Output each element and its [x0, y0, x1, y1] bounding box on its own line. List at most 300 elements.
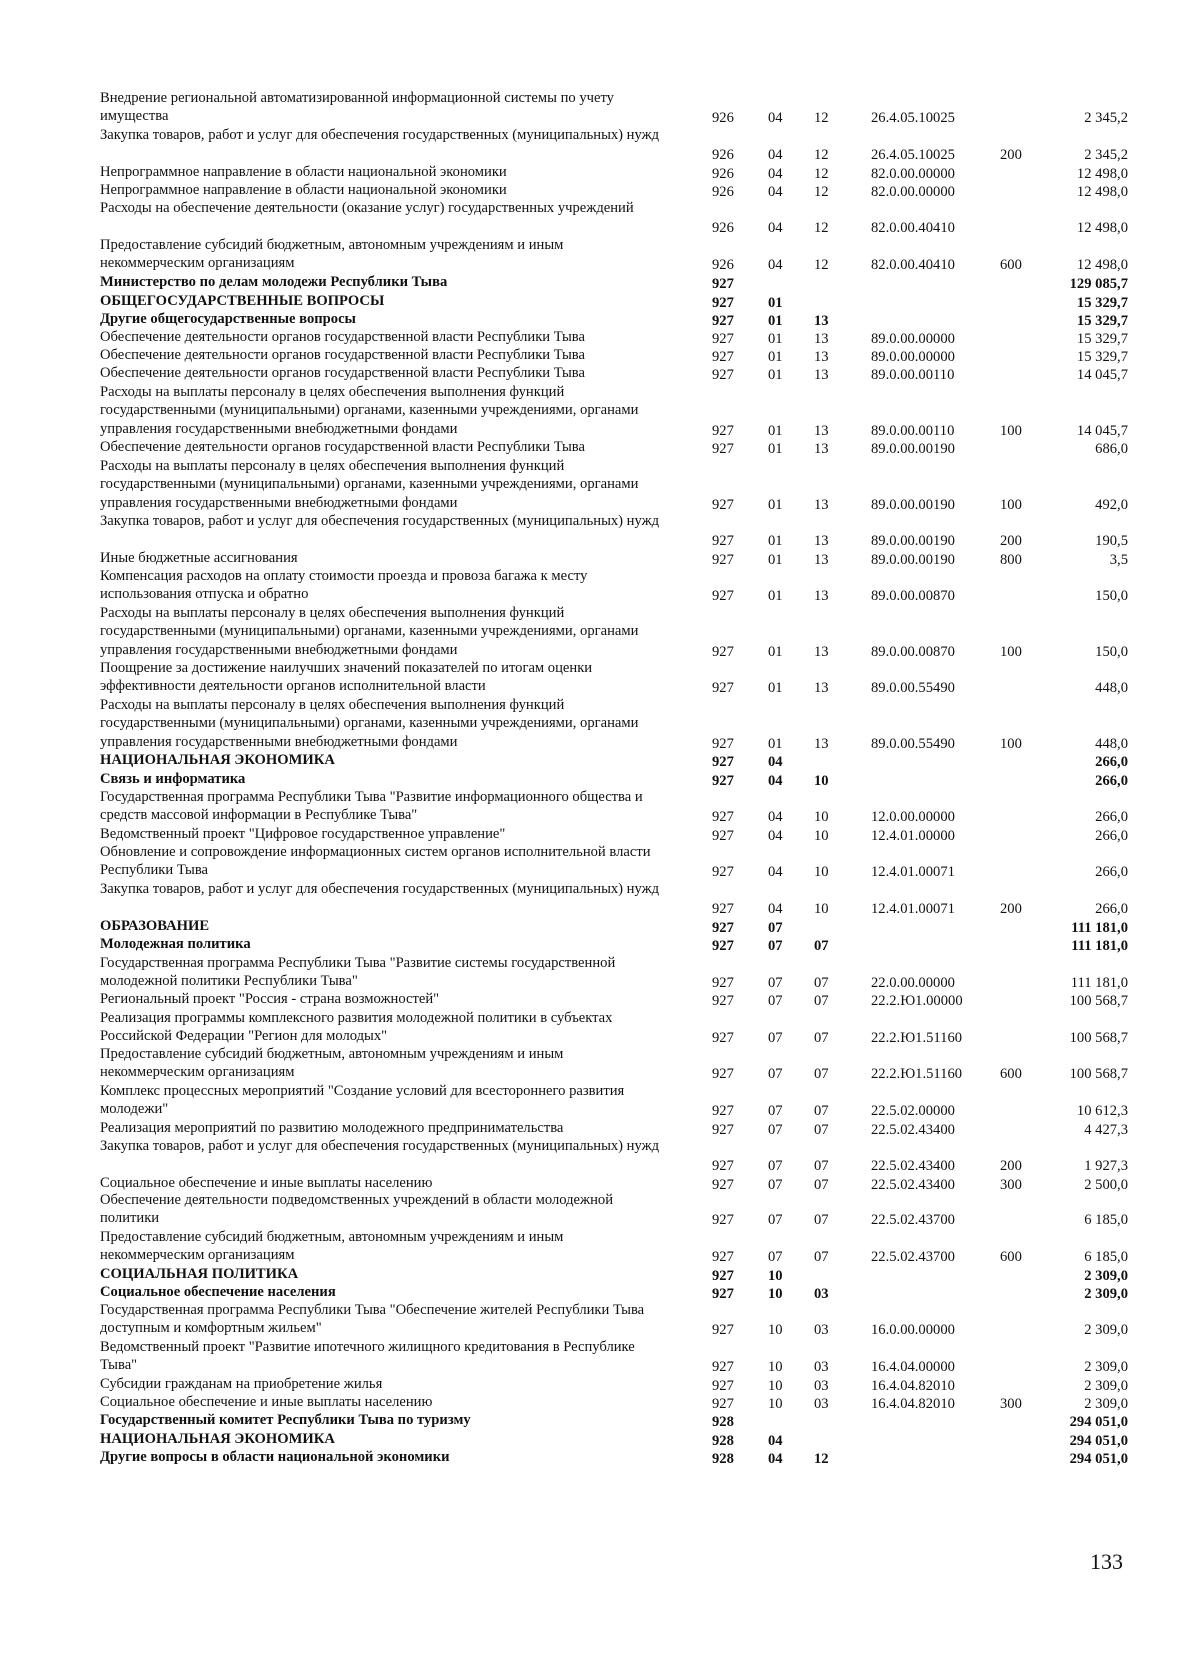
row-sum: 15 329,7 [1076, 313, 1128, 329]
row-vr: 100 [1000, 735, 1022, 752]
row-gr: 927 [712, 349, 734, 365]
table-row [0, 512, 1200, 549]
row-name: Молодежная политика [100, 936, 251, 952]
row-name: Поощрение за достижение наилучших значений показателей по итогам оценки эффективности деятельности органов исполнительной власти [100, 660, 593, 695]
table-row [0, 843, 1200, 880]
row-gr: 927 [712, 993, 734, 1009]
row-name: Расходы на выплаты персоналу в целях обеспечения выполнения функций государственными (муниципальными) органами, казенными учреждениями, органами управления государственными внебюджетными фондами [100, 697, 639, 750]
row-name: Непрограммное направление в области национальной экономики [100, 182, 507, 198]
row-cs: 22.5.02.43400 [871, 1122, 955, 1138]
row-rz: 04 [768, 147, 783, 164]
row-cs: 89.0.00.00110 [871, 367, 955, 383]
row-gr: 927 [712, 1249, 734, 1266]
row-pr: 03 [814, 1359, 829, 1376]
row-pr: 12 [814, 1451, 829, 1467]
table-row [0, 457, 1200, 512]
row-gr: 927 [712, 1322, 734, 1339]
row-name: Закупка товаров, работ и услуг для обеспечения государственных (муниципальных) нужд [100, 881, 660, 897]
table-row [0, 1009, 1200, 1046]
row-name: Другие вопросы в области национальной экономики [100, 1449, 450, 1465]
table-row [0, 1448, 1200, 1466]
row-gr: 928 [712, 1451, 734, 1467]
row-sum: 12 498,0 [1076, 220, 1128, 237]
row-rz: 07 [768, 1158, 783, 1175]
row-cs: 82.0.00.40410 [871, 220, 955, 237]
row-sum: 2 309,0 [1084, 1268, 1128, 1284]
row-rz: 07 [768, 975, 783, 992]
row-pr: 13 [814, 533, 829, 550]
row-name: Реализация мероприятий по развитию молодежного предпринимательства [100, 1120, 564, 1136]
table-row [0, 383, 1200, 438]
row-gr: 927 [712, 828, 734, 844]
table-row [0, 1119, 1200, 1137]
row-pr: 13 [814, 735, 829, 752]
row-gr: 927 [712, 1066, 734, 1083]
row-gr: 927 [712, 1103, 734, 1120]
row-sum: 15 329,7 [1076, 331, 1128, 347]
row-rz: 01 [768, 588, 783, 605]
row-sum: 12 498,0 [1076, 184, 1128, 200]
row-gr: 927 [712, 496, 734, 513]
row-pr: 03 [814, 1396, 829, 1412]
row-name: СОЦИАЛЬНАЯ ПОЛИТИКА [100, 1266, 299, 1282]
row-cs: 12.0.00.00000 [871, 809, 955, 826]
row-rz: 01 [768, 496, 783, 513]
row-name: Закупка товаров, работ и услуг для обеспечения государственных (муниципальных) нужд [100, 1138, 660, 1154]
row-cs: 89.0.00.00000 [871, 349, 955, 365]
row-sum: 6 185,0 [1084, 1212, 1128, 1229]
row-gr: 927 [712, 773, 734, 789]
row-rz: 07 [768, 1212, 783, 1229]
row-sum: 14 045,7 [1076, 367, 1128, 383]
row-sum: 12 498,0 [1076, 166, 1128, 182]
row-pr: 03 [814, 1286, 829, 1302]
table-row [0, 126, 1200, 163]
row-cs: 12.4.01.00000 [871, 828, 955, 844]
row-cs: 26.4.05.10025 [871, 110, 955, 127]
row-name: Государственный комитет Республики Тыва по туризму [100, 1412, 471, 1428]
row-gr: 927 [712, 1030, 734, 1047]
row-sum: 14 045,7 [1076, 422, 1128, 439]
row-rz: 04 [768, 809, 783, 826]
row-pr: 13 [814, 441, 829, 457]
row-cs: 89.0.00.00110 [871, 422, 955, 439]
row-pr: 12 [814, 257, 829, 274]
row-gr: 926 [712, 184, 734, 200]
row-gr: 928 [712, 1433, 734, 1449]
row-gr: 927 [712, 901, 734, 918]
row-pr: 07 [814, 1066, 829, 1083]
row-cs: 26.4.05.10025 [871, 147, 955, 164]
row-pr: 07 [814, 1249, 829, 1266]
row-name: Закупка товаров, работ и услуг для обеспечения государственных (муниципальных) нужд [100, 127, 660, 143]
row-rz: 01 [768, 680, 783, 697]
row-rz: 04 [768, 864, 783, 881]
table-row [0, 364, 1200, 382]
table-row [0, 438, 1200, 456]
row-rz: 07 [768, 1122, 783, 1138]
table-row [0, 825, 1200, 843]
row-sum: 2 345,2 [1084, 147, 1128, 164]
row-pr: 12 [814, 147, 829, 164]
row-name: НАЦИОНАЛЬНАЯ ЭКОНОМИКА [100, 1431, 335, 1447]
table-row [0, 1375, 1200, 1393]
row-cs: 89.0.00.00870 [871, 643, 955, 660]
row-gr: 927 [712, 588, 734, 605]
row-pr: 10 [814, 809, 829, 826]
row-name: Социальное обеспечение и иные выплаты населению [100, 1175, 433, 1191]
row-sum: 111 181,0 [1070, 975, 1128, 992]
row-rz: 10 [768, 1268, 783, 1284]
row-gr: 926 [712, 166, 734, 182]
row-gr: 927 [712, 295, 734, 311]
row-rz: 04 [768, 754, 783, 770]
row-vr: 300 [1000, 1177, 1022, 1193]
row-sum: 2 309,0 [1084, 1359, 1128, 1376]
row-sum: 2 309,0 [1084, 1286, 1128, 1302]
row-rz: 04 [768, 773, 783, 789]
row-gr: 927 [712, 533, 734, 550]
row-gr: 927 [712, 1286, 734, 1302]
row-sum: 1 927,3 [1084, 1158, 1128, 1175]
table-row [0, 1228, 1200, 1265]
row-pr: 07 [814, 1122, 829, 1138]
row-gr: 927 [712, 331, 734, 347]
row-name: Предоставление субсидий бюджетным, автономным учреждениям и иным некоммерческим организациям [100, 237, 564, 272]
table-row [0, 990, 1200, 1008]
row-name: Обновление и сопровождение информационных систем органов исполнительной власти Республики Тыва [100, 844, 651, 879]
row-rz: 01 [768, 533, 783, 550]
row-pr: 13 [814, 643, 829, 660]
row-pr: 12 [814, 184, 829, 200]
row-gr: 927 [712, 422, 734, 439]
row-name: Ведомственный проект "Развитие ипотечного жилищного кредитования в Республике Тыва" [100, 1339, 635, 1374]
table-row [0, 236, 1200, 273]
row-pr: 10 [814, 864, 829, 881]
page-number: 133 [1090, 1549, 1123, 1574]
row-gr: 928 [712, 1414, 734, 1430]
table-row [0, 1265, 1200, 1283]
row-sum: 3,5 [1109, 552, 1128, 568]
row-name: Государственная программа Республики Тыва "Обеспечение жителей Республики Тыва доступным и комфортным жильем" [100, 1302, 645, 1337]
row-sum: 150,0 [1095, 643, 1128, 660]
row-sum: 2 345,2 [1084, 110, 1128, 127]
row-cs: 89.0.00.00190 [871, 441, 955, 457]
row-vr: 200 [1000, 533, 1022, 550]
row-cs: 22.2.Ю1.51160 [871, 1066, 963, 1083]
row-cs: 16.4.04.82010 [871, 1396, 955, 1412]
row-cs: 16.4.04.82010 [871, 1378, 955, 1394]
row-pr: 07 [814, 975, 829, 992]
row-rz: 04 [768, 166, 783, 182]
row-gr: 926 [712, 147, 734, 164]
row-pr: 03 [814, 1322, 829, 1339]
row-name: Связь и информатика [100, 771, 246, 787]
row-name: Государственная программа Республики Тыва "Развитие информационного общества и средств массовой информации в Республике Тыва" [100, 789, 643, 824]
row-rz: 04 [768, 220, 783, 237]
row-rz: 07 [768, 938, 783, 954]
row-pr: 07 [814, 938, 829, 954]
row-name: Министерство по делам молодежи Республики Тыва [100, 274, 448, 290]
row-name: Иные бюджетные ассигнования [100, 550, 298, 566]
row-pr: 10 [814, 773, 829, 789]
table-row [0, 1430, 1200, 1448]
row-vr: 100 [1000, 422, 1022, 439]
row-cs: 22.0.00.00000 [871, 975, 955, 992]
row-cs: 22.2.Ю1.51160 [871, 1030, 963, 1047]
row-rz: 10 [768, 1286, 783, 1302]
row-vr: 200 [1000, 147, 1022, 164]
table-row [0, 659, 1200, 696]
row-cs: 22.5.02.43400 [871, 1158, 955, 1175]
row-sum: 266,0 [1095, 754, 1128, 770]
row-name: Предоставление субсидий бюджетным, автономным учреждениям и иным некоммерческим организациям [100, 1229, 564, 1264]
table-row [0, 1045, 1200, 1082]
row-rz: 07 [768, 920, 783, 936]
row-gr: 927 [712, 809, 734, 826]
row-name: Внедрение региональной автоматизированной информационной системы по учету имущества [100, 90, 614, 125]
row-rz: 04 [768, 184, 783, 200]
row-cs: 16.4.04.00000 [871, 1359, 955, 1376]
row-gr: 927 [712, 864, 734, 881]
row-gr: 927 [712, 1268, 734, 1284]
row-name: Обеспечение деятельности органов государственной власти Республики Тыва [100, 347, 585, 363]
row-sum: 12 498,0 [1076, 257, 1128, 274]
row-cs: 22.5.02.00000 [871, 1103, 955, 1120]
row-pr: 10 [814, 828, 829, 844]
row-sum: 686,0 [1095, 441, 1128, 457]
row-name: Закупка товаров, работ и услуг для обеспечения государственных (муниципальных) нужд [100, 513, 660, 529]
row-vr: 800 [1000, 552, 1022, 568]
row-rz: 10 [768, 1378, 783, 1394]
row-sum: 190,5 [1095, 533, 1128, 550]
row-cs: 89.0.00.55490 [871, 735, 955, 752]
row-rz: 07 [768, 993, 783, 1009]
row-sum: 111 181,0 [1071, 938, 1128, 954]
row-name: Государственная программа Республики Тыва "Развитие системы государственной молодежной политики Республики Тыва" [100, 955, 616, 990]
row-sum: 294 051,0 [1069, 1414, 1128, 1430]
row-cs: 22.5.02.43400 [871, 1177, 955, 1193]
row-cs: 12.4.01.00071 [871, 901, 955, 918]
row-name: НАЦИОНАЛЬНАЯ ЭКОНОМИКА [100, 752, 335, 768]
row-gr: 927 [712, 938, 734, 954]
row-rz: 10 [768, 1396, 783, 1412]
table-row [0, 273, 1200, 291]
row-pr: 13 [814, 680, 829, 697]
table-row [0, 935, 1200, 953]
row-cs: 22.5.02.43700 [871, 1212, 955, 1229]
row-vr: 600 [1000, 1249, 1022, 1266]
table-row [0, 346, 1200, 364]
row-rz: 01 [768, 367, 783, 383]
row-name: Предоставление субсидий бюджетным, автономным учреждениям и иным некоммерческим организациям [100, 1046, 564, 1081]
row-pr: 10 [814, 901, 829, 918]
row-pr: 13 [814, 313, 829, 329]
row-cs: 82.0.00.40410 [871, 257, 955, 274]
row-rz: 07 [768, 1066, 783, 1083]
row-cs: 89.0.00.00190 [871, 496, 955, 513]
row-vr: 300 [1000, 1396, 1022, 1412]
table-row [0, 954, 1200, 991]
table-row [0, 917, 1200, 935]
row-pr: 13 [814, 367, 829, 383]
table-row [0, 549, 1200, 567]
row-sum: 111 181,0 [1071, 920, 1128, 936]
row-sum: 294 051,0 [1069, 1451, 1128, 1467]
table-row [0, 1137, 1200, 1174]
row-sum: 2 500,0 [1084, 1177, 1128, 1193]
row-sum: 448,0 [1095, 680, 1128, 697]
row-cs: 89.0.00.00000 [871, 331, 955, 347]
row-gr: 927 [712, 680, 734, 697]
row-name: Расходы на выплаты персоналу в целях обеспечения выполнения функций государственными (муниципальными) органами, казенными учреждениями, органами управления государственными внебюджетными фондами [100, 605, 639, 658]
row-gr: 927 [712, 1158, 734, 1175]
row-pr: 13 [814, 331, 829, 347]
row-name: Обеспечение деятельности подведомственных учреждений в области молодежной политики [100, 1192, 614, 1227]
row-gr: 927 [712, 975, 734, 992]
row-sum: 266,0 [1095, 809, 1128, 826]
row-name: Комплекс процессных мероприятий "Создание условий для всестороннего развития молодежи" [100, 1083, 625, 1118]
row-sum: 448,0 [1095, 735, 1128, 752]
table-row [0, 880, 1200, 917]
row-pr: 12 [814, 166, 829, 182]
table-row [0, 1411, 1200, 1429]
row-cs: 89.0.00.55490 [871, 680, 955, 697]
table-row [0, 696, 1200, 751]
row-pr: 13 [814, 422, 829, 439]
row-cs: 22.5.02.43700 [871, 1249, 955, 1266]
row-pr: 03 [814, 1378, 829, 1394]
row-name: ОБРАЗОВАНИЕ [100, 918, 210, 934]
row-name: Расходы на обеспечение деятельности (оказание услуг) государственных учреждений [100, 200, 634, 216]
row-pr: 07 [814, 1177, 829, 1193]
row-cs: 22.2.Ю1.00000 [871, 993, 963, 1009]
row-gr: 927 [712, 1396, 734, 1412]
row-sum: 2 309,0 [1084, 1322, 1128, 1339]
row-sum: 15 329,7 [1076, 349, 1128, 365]
row-rz: 01 [768, 422, 783, 439]
row-pr: 07 [814, 993, 829, 1009]
row-sum: 266,0 [1095, 828, 1128, 844]
table-row [0, 567, 1200, 604]
row-gr: 926 [712, 110, 734, 127]
row-name: Компенсация расходов на оплату стоимости проезда и провоза багажа к месту использования отпуска и обратно [100, 568, 588, 603]
row-gr: 927 [712, 276, 734, 292]
row-rz: 01 [768, 313, 783, 329]
row-rz: 04 [768, 828, 783, 844]
row-vr: 200 [1000, 1158, 1022, 1175]
row-sum: 100 568,7 [1069, 1066, 1128, 1083]
row-gr: 927 [712, 1378, 734, 1394]
row-gr: 926 [712, 220, 734, 237]
row-vr: 100 [1000, 496, 1022, 513]
row-gr: 927 [712, 1177, 734, 1193]
row-gr: 927 [712, 313, 734, 329]
row-vr: 100 [1000, 643, 1022, 660]
row-rz: 04 [768, 1433, 783, 1449]
row-gr: 927 [712, 1359, 734, 1376]
row-rz: 01 [768, 349, 783, 365]
table-row [0, 163, 1200, 181]
row-name: Социальное обеспечение населения [100, 1284, 336, 1300]
row-vr: 600 [1000, 1066, 1022, 1083]
row-pr: 12 [814, 110, 829, 127]
row-gr: 927 [712, 367, 734, 383]
row-sum: 100 568,7 [1069, 1030, 1128, 1047]
row-name: Обеспечение деятельности органов государственной власти Республики Тыва [100, 329, 585, 345]
row-gr: 927 [712, 552, 734, 568]
row-rz: 01 [768, 331, 783, 347]
row-cs: 89.0.00.00190 [871, 552, 955, 568]
row-sum: 266,0 [1095, 901, 1128, 918]
table-row [0, 1338, 1200, 1375]
row-rz: 01 [768, 735, 783, 752]
row-name: Социальное обеспечение и иные выплаты населению [100, 1394, 433, 1410]
row-rz: 01 [768, 643, 783, 660]
row-pr: 07 [814, 1212, 829, 1229]
row-rz: 10 [768, 1359, 783, 1376]
row-gr: 927 [712, 441, 734, 457]
row-gr: 927 [712, 1122, 734, 1138]
row-sum: 150,0 [1095, 588, 1128, 605]
row-name: Реализация программы комплексного развития молодежной политики в субъектах Российской Федерации "Регион для молодых" [100, 1010, 613, 1045]
row-cs: 82.0.00.00000 [871, 166, 955, 182]
row-rz: 07 [768, 1030, 783, 1047]
table-row [0, 292, 1200, 310]
row-rz: 07 [768, 1249, 783, 1266]
table-row [0, 751, 1200, 769]
row-gr: 927 [712, 920, 734, 936]
table-row [0, 181, 1200, 199]
row-vr: 600 [1000, 257, 1022, 274]
table-row [0, 328, 1200, 346]
row-cs: 16.0.00.00000 [871, 1322, 955, 1339]
row-rz: 01 [768, 295, 783, 311]
row-name: Расходы на выплаты персоналу в целях обеспечения выполнения функций государственными (муниципальными) органами, казенными учреждениями, органами управления государственными внебюджетными фондами [100, 458, 639, 511]
table-row [0, 1082, 1200, 1119]
row-pr: 13 [814, 588, 829, 605]
row-pr: 07 [814, 1103, 829, 1120]
row-gr: 926 [712, 257, 734, 274]
row-pr: 12 [814, 220, 829, 237]
row-name: Другие общегосударственные вопросы [100, 311, 356, 327]
row-sum: 294 051,0 [1069, 1433, 1128, 1449]
row-cs: 89.0.00.00190 [871, 533, 955, 550]
row-pr: 07 [814, 1030, 829, 1047]
row-pr: 07 [814, 1158, 829, 1175]
table-row [0, 1283, 1200, 1301]
row-name: Ведомственный проект "Цифровое государственное управление" [100, 826, 506, 842]
row-name: Обеспечение деятельности органов государственной власти Республики Тыва [100, 439, 585, 455]
row-sum: 6 185,0 [1084, 1249, 1128, 1266]
row-rz: 10 [768, 1322, 783, 1339]
row-sum: 2 309,0 [1084, 1378, 1128, 1394]
table-row [0, 310, 1200, 328]
table-row [0, 89, 1200, 126]
row-rz: 04 [768, 110, 783, 127]
table-row [0, 1301, 1200, 1338]
row-cs: 82.0.00.00000 [871, 184, 955, 200]
row-gr: 927 [712, 735, 734, 752]
row-rz: 07 [768, 1177, 783, 1193]
row-cs: 89.0.00.00870 [871, 588, 955, 605]
row-rz: 04 [768, 1451, 783, 1467]
row-name: Субсидии гражданам на приобретение жилья [100, 1376, 383, 1392]
row-gr: 927 [712, 1212, 734, 1229]
row-name: Региональный проект "Россия - страна возможностей" [100, 991, 440, 1007]
table-row [0, 788, 1200, 825]
table-row [0, 1191, 1200, 1228]
